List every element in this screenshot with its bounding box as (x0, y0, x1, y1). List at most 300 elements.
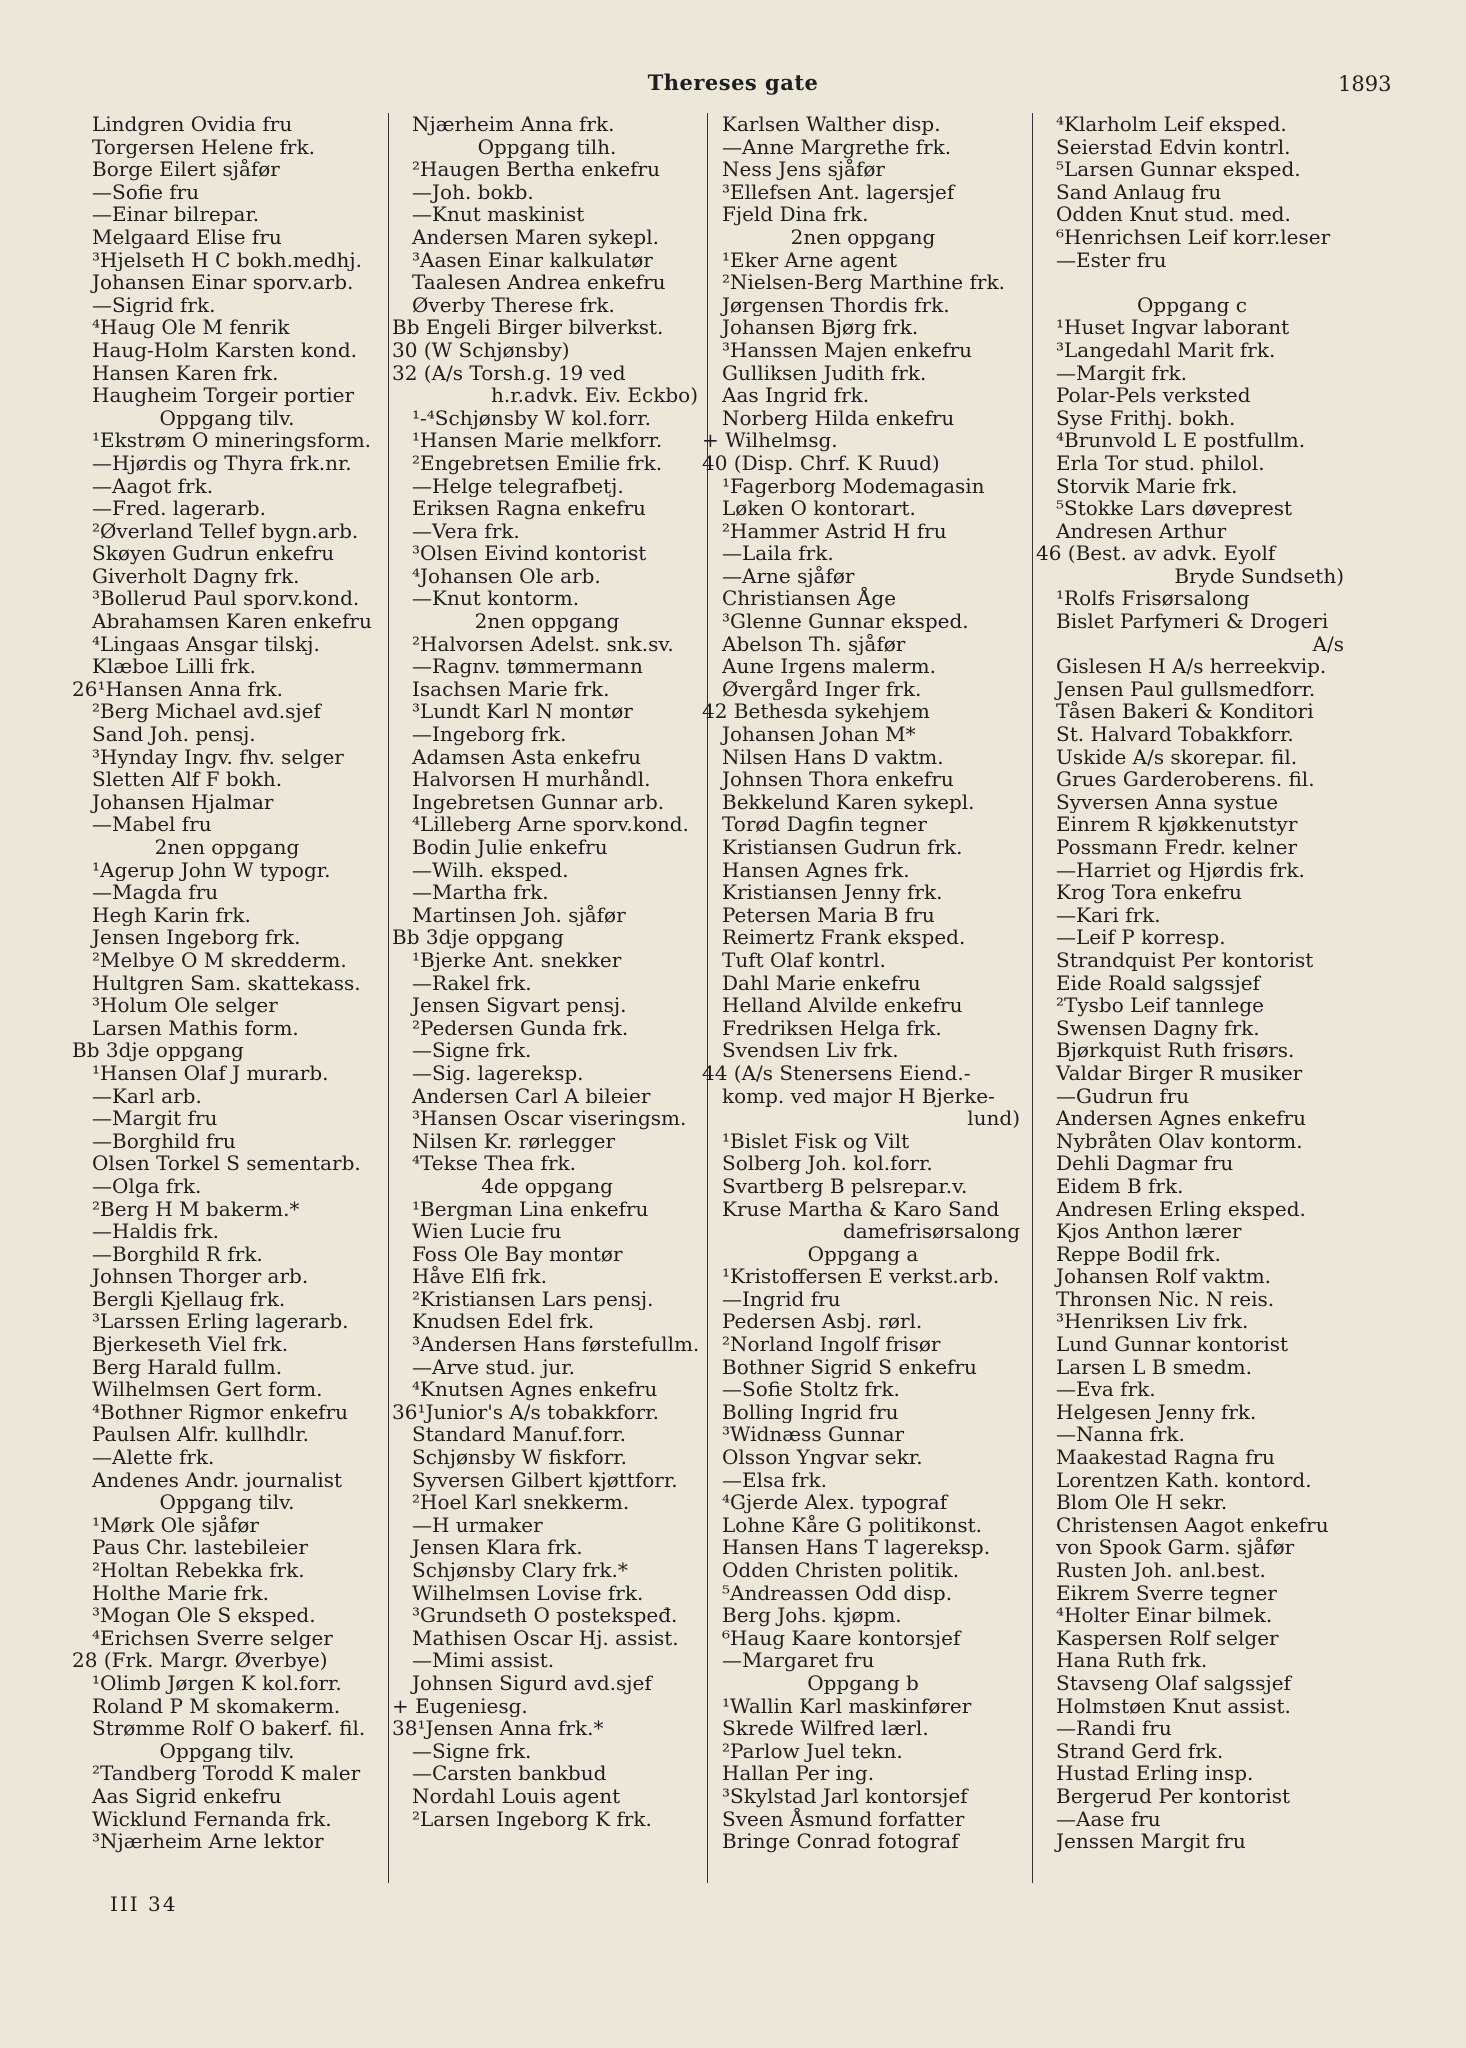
directory-entry: ⁴Erichsen Sverre selger (92, 1626, 333, 1650)
directory-entry: Andresen Arthur (1056, 519, 1227, 543)
directory-entry: ⁴Tekse Thea frk. (412, 1152, 576, 1175)
directory-entry: ¹Kristoffersen E verkst.arb. (722, 1265, 1000, 1288)
directory-entry: ³Njærheim Arne lektor (92, 1830, 324, 1853)
directory-entry: —Signe frk. (412, 1739, 532, 1763)
directory-entry: Dehli Dagmar fru (1056, 1152, 1234, 1175)
column-4 (1036, 113, 1348, 1883)
directory-entry: —Sig. lagereksp. (412, 1061, 584, 1085)
directory-entry: Lindgren Ovidia fru (92, 113, 293, 136)
directory-entry: 2nen oppgang (154, 836, 300, 859)
directory-entry: 4de oppgang (481, 1174, 613, 1198)
directory-entry: ⁵Larsen Gunnar eksped. (1056, 158, 1301, 181)
directory-entry: ⁴Johansen Ole arb. (412, 564, 601, 588)
directory-entry: —Olga frk. (92, 1174, 202, 1198)
directory-entry: Berg Harald fullm. (92, 1355, 283, 1379)
directory-entry: Oppgang tilv. (159, 1739, 295, 1763)
directory-entry: —Ester fru (1056, 248, 1167, 272)
directory-entry: Skøyen Gudrun enkefru (92, 542, 335, 565)
directory-entry: 40 (Disp. Chrf. K Ruud) (702, 451, 940, 475)
directory-entry: —Haldis frk. (92, 1220, 220, 1243)
directory-entry: 26¹Hansen Anna frk. (72, 677, 283, 701)
directory-entry: Einrem R kjøkkenutstyr (1056, 813, 1298, 836)
directory-entry: Gulliksen Judith frk. (722, 361, 927, 385)
directory-entry: Christensen Aagot enkefru (1056, 1513, 1329, 1537)
directory-entry: —Signe frk. (412, 1039, 532, 1062)
column-3 (702, 113, 1024, 1883)
directory-entry: Oppgang a (807, 1242, 919, 1266)
directory-entry: —Randi fru (1056, 1717, 1172, 1740)
directory-entry: Hansen Hans T lagereksp. (722, 1536, 991, 1559)
directory-entry: Isachsen Marie frk. (412, 677, 610, 701)
directory-entry: Jensen Sigvart pensj. (412, 994, 627, 1017)
directory-entry: —Sigrid frk. (92, 293, 216, 317)
directory-entry: ⁴Holter Einar bilmek. (1056, 1604, 1273, 1627)
directory-entry: Haugheim Torgeir portier (92, 384, 355, 407)
directory-entry: —Helge telegrafbetj. (412, 474, 624, 498)
directory-entry: ²Øverland Tellef bygn.arb. (92, 519, 359, 543)
directory-entry: Hansen Agnes frk. (722, 858, 910, 882)
directory-entry: —Aase fru (1056, 1807, 1161, 1831)
directory-entry: Andersen Carl A bileier (412, 1084, 651, 1108)
directory-entry: —Sofie fru (92, 180, 200, 204)
directory-entry: Haug-Holm Karsten kond. (92, 338, 358, 362)
directory-entry: Foss Ole Bay montør (412, 1242, 623, 1266)
directory-entry: ¹Hansen Marie melkforr. (412, 429, 663, 452)
directory-entry: Lohne Kåre G politikonst. (722, 1513, 982, 1537)
directory-entry: —Anne Margrethe frk. (722, 135, 952, 159)
directory-entry: ²Haugen Bertha enkefru (412, 158, 660, 181)
directory-entry: Holmstøen Knut assist. (1056, 1694, 1291, 1718)
directory-entry: ⁴Gjerde Alex. typograf (722, 1491, 948, 1514)
directory-entry: Oppgang c (1137, 293, 1247, 317)
directory-entry: Seierstad Edvin kontrl. (1056, 135, 1291, 159)
directory-entry: Grues Garderoberens. fil. (1056, 768, 1315, 791)
directory-entry: Svendsen Liv frk. (722, 1039, 899, 1062)
directory-entry: Strand Gerd frk. (1056, 1739, 1224, 1763)
directory-entry: Gislesen H A/s herreekvip. (1056, 655, 1327, 678)
directory-entry: Jensen Ingeborg frk. (92, 926, 301, 949)
directory-entry: Oppgang tilv. (159, 1491, 295, 1514)
directory-entry: Andersen Agnes enkefru (1056, 1107, 1306, 1130)
directory-entry: Aune Irgens malerm. (722, 655, 937, 678)
directory-entry: Aas Sigrid enkefru (92, 1784, 282, 1808)
directory-entry: Sand Anlaug fru (1056, 180, 1222, 204)
directory-entry: —Ingrid fru (722, 1287, 841, 1311)
directory-entry: ¹Olimb Jørgen K kol.forr. (92, 1671, 342, 1695)
directory-entry: ³Andersen Hans førstefullm. (412, 1333, 700, 1356)
directory-entry: Blom Ole H sekr. (1056, 1491, 1228, 1514)
directory-entry: Johansen Rolf vaktm. (1056, 1265, 1272, 1288)
directory-entry: —Arne sjåfør (722, 564, 855, 588)
directory-entry: Bjørkquist Ruth frisørs. (1056, 1039, 1295, 1062)
directory-entry: Larsen L B smedm. (1056, 1355, 1252, 1379)
directory-entry: —Arve stud. jur. (412, 1355, 575, 1379)
directory-entry: Jørgensen Thordis frk. (722, 293, 950, 317)
directory-entry: Valdar Birger R musiker (1056, 1061, 1303, 1085)
directory-entry: 32 (A/s Torsh.g. 19 ved (392, 361, 626, 385)
directory-entry: ³Henriksen Liv frk. (1056, 1310, 1249, 1334)
directory-entry: Torgersen Helene frk. (92, 135, 315, 159)
directory-entry: Nilsen Kr. rørlegger (412, 1129, 616, 1153)
directory-entry: ¹-⁴Schjønsby W kol.forr. (412, 406, 651, 430)
directory-entry: Erla Tor stud. philol. (1056, 451, 1265, 475)
directory-entry: ¹Agerup John W typogr. (92, 858, 331, 882)
directory-entry: —Harriet og Hjørdis frk. (1056, 858, 1305, 882)
directory-entry: Christiansen Åge (722, 587, 897, 611)
directory-entry: Andresen Erling eksped. (1056, 1197, 1306, 1221)
directory-entry: 46 (Best. av advk. Eyolf (1036, 542, 1276, 565)
directory-entry: —Laila frk. (722, 542, 834, 565)
directory-entry: Svartberg B pelsrepar.v. (722, 1174, 968, 1198)
directory-entry: Johnsen Thora enkefru (722, 768, 954, 791)
directory-entry: Norberg Hilda enkefru (722, 406, 955, 430)
directory-entry: Uskide A/s skorepar. fil. (1056, 745, 1298, 769)
directory-entry: ²Hammer Astrid H fru (722, 519, 947, 543)
directory-entry: —Magda fru (92, 881, 219, 904)
directory-entry: Syversen Gilbert kjøttforr. (412, 1468, 678, 1492)
directory-entry: Syversen Anna systue (1056, 790, 1279, 814)
directory-entry: Melgaard Elise fru (92, 225, 282, 249)
directory-entry: Wilhelmsen Gert form. (92, 1378, 323, 1401)
directory-entry: ³Grundseth O postekspeđ. (412, 1604, 678, 1627)
directory-entry: Knudsen Edel frk. (412, 1310, 595, 1334)
directory-entry: —Ingeborg frk. (412, 723, 567, 746)
page-title: Thereses gate (647, 70, 819, 95)
directory-entry: —Fred. lagerarb. (92, 497, 266, 520)
directory-entry: —Margit frk. (1056, 361, 1187, 385)
directory-entry: Possmann Fredr. kelner (1056, 836, 1298, 859)
directory-entry: 36¹Junior's A/s tobakkforr. (392, 1400, 659, 1424)
directory-entry: Sletten Alf F bokh. (92, 768, 283, 791)
directory-entry: + Wilhelmsg. (702, 429, 838, 452)
directory-entry: Giverholt Dagny frk. (92, 564, 300, 588)
directory-entry: 28 (Frk. Margr. Øverbye) (72, 1649, 328, 1672)
directory-entry: Berg Johs. kjøpm. (722, 1604, 902, 1627)
directory-entry: Reimertz Frank eksped. (722, 926, 966, 949)
directory-entry: Lund Gunnar kontorist (1056, 1333, 1289, 1356)
directory-entry: Paulsen Alfr. kullhdlr. (92, 1423, 310, 1447)
directory-entry: —H urmaker (412, 1513, 543, 1537)
directory-entry: Adamsen Asta enkefru (412, 745, 642, 769)
directory-entry: —Borghild R frk. (92, 1242, 263, 1266)
directory-entry: Tåsen Bakeri & Konditori (1056, 700, 1314, 724)
directory-entry: Torød Dagfin tegner (722, 813, 927, 836)
directory-entry: ³Skylstad Jarl kontorsjef (722, 1784, 968, 1808)
column-1 (72, 113, 382, 1883)
directory-entry: Pedersen Asbj. rørl. (722, 1310, 923, 1334)
directory-entry: ³Lundt Karl N montør (412, 700, 633, 724)
directory-entry: —Gudrun fru (1056, 1084, 1190, 1108)
directory-entry: Paus Chr. lastebileier (92, 1536, 308, 1559)
directory-entry: ³Bollerud Paul sporv.kond. (92, 587, 360, 611)
directory-entry: Oppgang tilh. (477, 135, 617, 159)
directory-entry: ²Melbye O M skredderm. (92, 948, 347, 972)
directory-entry: Njærheim Anna frk. (412, 113, 615, 136)
directory-entry: ⁴Klarholm Leif eksped. (1056, 113, 1287, 136)
directory-entry: Syse Frithj. bokh. (1056, 406, 1236, 430)
directory-entry: Dahl Marie enkefru (722, 971, 921, 995)
directory-entry: Olsen Torkel S sementarb. (92, 1152, 361, 1175)
directory-entry: —Margaret fru (722, 1649, 875, 1672)
directory-entry: ²Hoel Karl snekkerm. (412, 1491, 630, 1514)
directory-entry: Holthe Marie frk. (92, 1581, 269, 1605)
directory-entry: ²Berg H M bakerm.* (92, 1197, 300, 1221)
directory-entry: —Einar bilrepar. (92, 203, 260, 226)
directory-entry: Olsson Yngvar sekr. (722, 1446, 923, 1469)
directory-entry: Kruse Martha & Karo Sand (722, 1197, 1000, 1221)
directory-entry: —Rakel frk. (412, 971, 532, 995)
directory-entry: Tuft Olaf kontrl. (722, 948, 886, 972)
directory-entry: Aas Ingrid frk. (722, 384, 870, 407)
directory-entry: ⁶Haug Kaare kontorsjef (722, 1626, 961, 1650)
directory-entry: ¹Wallin Karl maskinfører (722, 1694, 972, 1718)
directory-entry: —Nanna frk. (1056, 1423, 1185, 1447)
directory-entry: ³Hynday Ingv. fhv. selger (92, 745, 344, 769)
directory-entry: —Carsten bankbud (412, 1762, 607, 1785)
directory-entry: ²Larsen Ingeborg K frk. (412, 1807, 652, 1831)
directory-entry: ³Glenne Gunnar eksped. (722, 610, 969, 633)
directory-entry: Odden Knut stud. med. (1056, 203, 1291, 226)
directory-entry: —Knut maskinist (412, 203, 585, 226)
directory-entry: ¹Hansen Olaf J murarb. (92, 1061, 329, 1085)
directory-entry: —Leif P korresp. (1056, 926, 1226, 949)
directory-entry: Nordahl Louis agent (412, 1784, 621, 1808)
directory-entry: Helland Alvilde enkefru (722, 994, 963, 1017)
directory-entry: ²Parlow Juel tekn. (722, 1739, 903, 1763)
directory-entry: Kaspersen Rolf selger (1056, 1626, 1279, 1650)
directory-entry: Maakestad Ragna fru (1056, 1446, 1275, 1469)
directory-entry: Lorentzen Kath. kontord. (1056, 1468, 1312, 1492)
directory-entry: Jenssen Margit fru (1056, 1830, 1246, 1853)
directory-entry: Bergli Kjellaug frk. (92, 1287, 286, 1311)
directory-entry: Andenes Andr. journalist (92, 1468, 343, 1492)
directory-entry: Bergerud Per kontorist (1056, 1784, 1291, 1808)
directory-entry: Larsen Mathis form. (92, 1016, 299, 1040)
directory-entry: —Elsa frk. (722, 1468, 827, 1492)
directory-entry: Oppgang tilv. (159, 406, 295, 430)
directory-entry: —Martha frk. (412, 881, 549, 904)
directory-entry: ²Tandberg Torodd K maler (92, 1762, 361, 1785)
directory-entry: 38¹Jensen Anna frk.* (392, 1717, 604, 1740)
directory-entry: Martinsen Joh. sjåfør (412, 903, 626, 927)
directory-entry: Bb 3dje oppgang (72, 1039, 244, 1062)
column-divider (388, 113, 389, 1883)
directory-entry: ²Nielsen-Berg Marthine frk. (722, 271, 1005, 294)
directory-entry: ³Ellefsen Ant. lagersjef (722, 180, 955, 204)
directory-entry: —Vera frk. (412, 519, 520, 543)
directory-entry: Øverby Therese frk. (412, 293, 615, 317)
directory-entry: Kristiansen Gudrun frk. (722, 836, 963, 859)
directory-entry: Kjos Anthon lærer (1056, 1220, 1242, 1243)
directory-entry: ³Holum Ole selger (92, 994, 278, 1017)
directory-entry: Håve Elfi frk. (412, 1265, 547, 1288)
directory-entry: A/s (1312, 632, 1344, 656)
directory-entry: Strandquist Per kontorist (1056, 948, 1314, 972)
directory-entry: Johnsen Sigurd avd.sjef (412, 1671, 652, 1695)
directory-entry: Roland P M skomakerm. (92, 1694, 341, 1718)
directory-entry: Nybråten Olav kontorm. (1056, 1129, 1303, 1153)
directory-entry: —Hjørdis og Thyra frk.nr. (92, 451, 352, 475)
directory-entry: Eriksen Ragna enkefru (412, 497, 646, 520)
directory-entry: ⁴Brunvold L E postfullm. (1056, 429, 1306, 452)
directory-entry: ²Kristiansen Lars pensj. (412, 1287, 654, 1311)
directory-entry: ¹Eker Arne agent (722, 248, 898, 272)
directory-entry: ¹Fagerborg Modemagasin (722, 474, 985, 498)
directory-entry: —Alette frk. (92, 1446, 215, 1469)
directory-entry: Jensen Klara frk. (412, 1536, 583, 1559)
directory-entry: —Joh. bokb. (412, 180, 534, 204)
directory-entry: Hultgren Sam. skattekass. (92, 971, 361, 995)
directory-entry (1036, 271, 1348, 294)
directory-entry: —Karl arb. (92, 1084, 202, 1108)
directory-entry: ³Aasen Einar kalkulatør (412, 248, 653, 272)
directory-entry: Helgesen Jenny frk. (1056, 1400, 1257, 1424)
directory-entry: Krog Tora enkefru (1056, 881, 1242, 904)
directory-entry: Wilhelmsen Lovise frk. (412, 1581, 644, 1605)
directory-entry: —Mimi assist. (412, 1649, 555, 1672)
directory-entry: Reppe Bodil frk. (1056, 1242, 1221, 1266)
directory-entry: von Spook Garm. sjåfør (1056, 1536, 1295, 1559)
directory-entry: 30 (W Schjønsby) (392, 338, 570, 362)
directory-entry: Skrede Wilfred lærl. (722, 1717, 929, 1740)
directory-entry: ⁴Lingaas Ansgar tilskj. (92, 632, 320, 656)
directory-entry: Strømme Rolf O bakerf. fil. (92, 1717, 366, 1740)
directory-entry: ¹Bislet Fisk og Vilt (722, 1129, 910, 1153)
directory-entry: Storvik Marie frk. (1056, 474, 1238, 498)
directory-entry: ¹Mørk Ole sjåfør (92, 1513, 259, 1537)
directory-entry: Karlsen Walther disp. (722, 113, 941, 136)
directory-entry: Rusten Joh. anl.best. (1056, 1559, 1266, 1582)
directory-entry: ³Widnæss Gunnar (722, 1423, 905, 1447)
directory-entry: Standard Manuf.forr. (412, 1423, 626, 1447)
directory-entry: —Borghild fru (92, 1129, 236, 1153)
directory-entry: Thronsen Nic. N reis. (1056, 1287, 1275, 1311)
column-divider (1032, 113, 1033, 1883)
directory-entry: Eikrem Sverre tegner (1056, 1581, 1277, 1605)
directory-entry: Johnsen Thorger arb. (92, 1265, 309, 1288)
directory-entry: Schjønsby W fiskforr. (412, 1446, 627, 1469)
directory-entry: damefrisørsalong (842, 1220, 1020, 1243)
directory-entry: 44 (A/s Stenersens Eiend.- (702, 1061, 971, 1085)
directory-entry: ¹Rolfs Frisørsalong (1056, 587, 1250, 611)
directory-entry: Hustad Erling insp. (1056, 1762, 1254, 1785)
directory-entry: Fredriksen Helga frk. (722, 1016, 942, 1040)
page-number: 1893 (1338, 72, 1392, 96)
directory-entry: Johansen Hjalmar (92, 790, 274, 814)
directory-entry: ³Larssen Erling lagerarb. (92, 1310, 349, 1334)
directory-entry: Sveen Åsmund forfatter (722, 1807, 965, 1831)
directory-entry: ⁶Henrichsen Leif korr.leser (1056, 225, 1331, 249)
directory-entry: Øvergård Inger frk. (722, 677, 922, 701)
directory-entry: Hansen Karen frk. (92, 361, 279, 385)
directory-entry: Bislet Parfymeri & Drogeri (1056, 610, 1329, 633)
directory-entry: ¹Ekstrøm O mineringsform. (92, 429, 372, 452)
directory-entry: Bekkelund Karen sykepl. (722, 790, 975, 814)
directory-entry: ²Pedersen Gunda frk. (412, 1016, 629, 1040)
directory-entry: Petersen Maria B fru (722, 903, 935, 927)
directory-entry: ²Norland Ingolf frisør (722, 1333, 941, 1356)
directory-entry: —Mabel fru (92, 813, 212, 836)
directory-entry: Sand Joh. pensj. (92, 723, 256, 746)
directory-entry: 2nen oppgang (790, 225, 936, 249)
directory-entry: ²Berg Michael avd.sjef (92, 700, 321, 724)
directory-entry: ³Mogan Ole S eksped. (92, 1604, 316, 1627)
directory-entry: Hana Ruth frk. (1056, 1649, 1208, 1672)
directory-entry: ³Langedahl Marit frk. (1056, 338, 1276, 362)
directory-entry: —Knut kontorm. (412, 587, 580, 611)
directory-entry: Ness Jens sjåfør (722, 158, 885, 181)
directory-entry: Johansen Johan M* (722, 723, 916, 746)
directory-entry: Solberg Joh. kol.forr. (722, 1152, 933, 1175)
directory-entry: Kristiansen Jenny frk. (722, 881, 943, 904)
directory-entry: Eide Roald salgssjef (1056, 971, 1260, 995)
directory-entry: —Kari frk. (1056, 903, 1161, 927)
directory-entry: Klæboe Lilli frk. (92, 655, 256, 678)
directory-entry: ³Hanssen Majen enkefru (722, 338, 973, 362)
directory-entry: Ingebretsen Gunnar arb. (412, 790, 665, 814)
directory-entry: Johansen Bjørg frk. (722, 316, 919, 339)
directory-entry: ¹Huset Ingvar laborant (1056, 316, 1290, 339)
directory-entry: —Eva frk. (1056, 1378, 1156, 1401)
directory-entry: ²Engebretsen Emilie frk. (412, 451, 663, 475)
directory-entry: Hallan Per ing. (722, 1762, 875, 1785)
directory-entry: —Wilh. eksped. (412, 858, 569, 882)
directory-entry: ⁴Knutsen Agnes enkefru (412, 1378, 658, 1401)
directory-entry: komp. ved major H Bjerke- (722, 1084, 995, 1108)
directory-entry: ³Olsen Eivind kontorist (412, 542, 647, 565)
directory-entry: Polar-Pels verksted (1056, 384, 1251, 407)
footer-signature: III 34 (110, 1892, 178, 1916)
directory-entry: lund) (967, 1107, 1020, 1130)
directory-entry: ³Hansen Oscar viseringsm. (412, 1107, 687, 1130)
directory-entry: Andersen Maren sykepl. (412, 225, 659, 249)
directory-entry: St. Halvard Tobakkforr. (1056, 723, 1294, 746)
directory-entry: Swensen Dagny frk. (1056, 1016, 1260, 1040)
directory-entry: 42 Bethesda sykehjem (702, 700, 930, 724)
directory-entry: ⁴Haug Ole M fenrik (92, 316, 290, 339)
directory-entry: ²Halvorsen Adelst. snk.sv. (412, 632, 674, 656)
directory-entry: Abelson Th. sjåfør (722, 632, 906, 656)
directory-entry: Johansen Einar sporv.arb. (92, 271, 354, 294)
directory-entry: ¹Bergman Lina enkefru (412, 1197, 649, 1221)
directory-entry: Eidem B frk. (1056, 1174, 1184, 1198)
directory-entry: Fjeld Dina frk. (722, 203, 869, 226)
directory-entry: ²Holtan Rebekka frk. (92, 1559, 305, 1582)
directory-entry: ⁴Lilleberg Arne sporv.kond. (412, 813, 689, 836)
directory-entry: Bb Engeli Birger bilverkst. (392, 316, 664, 339)
directory-entry: Stavseng Olaf salgssjef (1056, 1671, 1291, 1695)
directory-entry: Bb 3dje oppgang (392, 926, 564, 949)
directory-entry: Bolling Ingrid fru (722, 1400, 899, 1424)
directory-entry: Halvorsen H murhåndl. (412, 768, 651, 791)
directory-entry: Oppgang b (807, 1671, 919, 1695)
directory-entry: Bodin Julie enkefru (412, 836, 608, 859)
directory-entry: Taalesen Andrea enkefru (412, 271, 666, 294)
directory-entry: Abrahamsen Karen enkefru (92, 610, 372, 633)
directory-entry: Schjønsby Clary frk.* (412, 1559, 628, 1582)
directory-entry: ³Hjelseth H C bokh.medhj. (92, 248, 362, 272)
directory-entry: ¹Bjerke Ant. snekker (412, 948, 622, 972)
directory-entry: 2nen oppgang (474, 610, 620, 633)
directory-entry: Wicklund Fernanda frk. (92, 1807, 332, 1831)
directory-entry: Hegh Karin frk. (92, 903, 251, 927)
directory-entry: Bothner Sigrid S enkefru (722, 1355, 977, 1379)
directory-entry: ⁵Stokke Lars døveprest (1056, 497, 1293, 520)
directory-entry: Bjerkeseth Viel frk. (92, 1333, 289, 1356)
directory-entry: ²Tysbo Leif tannlege (1056, 994, 1264, 1017)
directory-entry: ⁴Bothner Rigmor enkefru (92, 1400, 349, 1424)
directory-entry: Wien Lucie fru (412, 1220, 562, 1243)
